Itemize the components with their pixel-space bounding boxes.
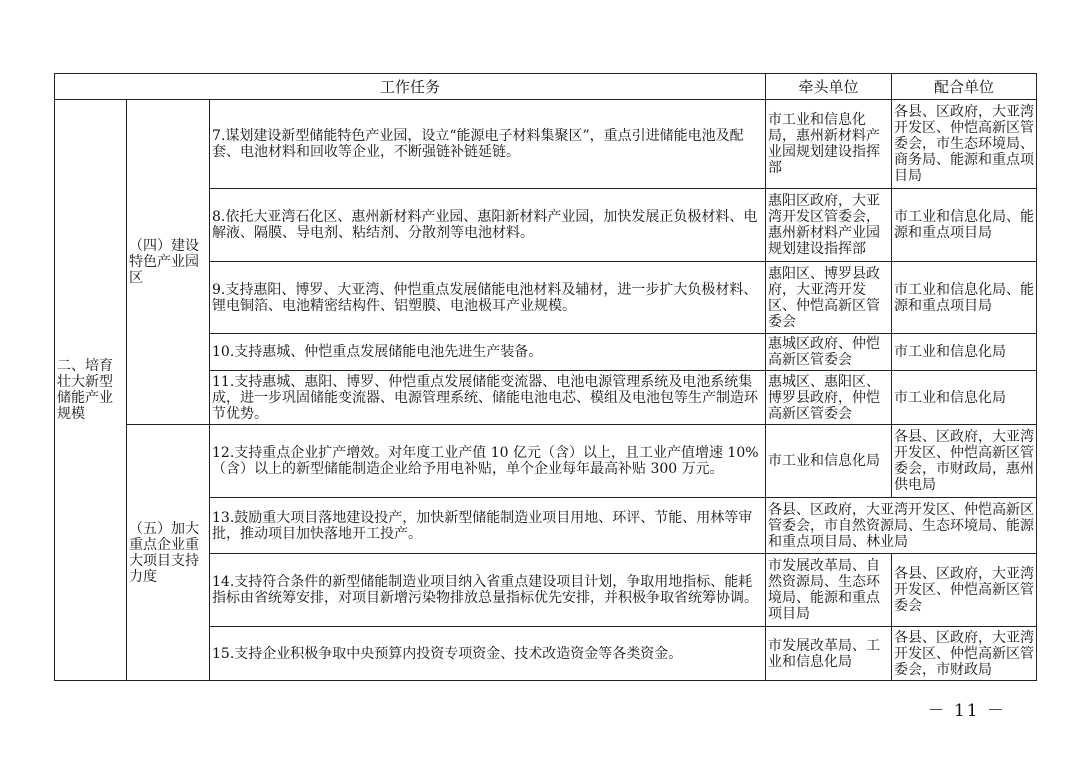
lead-cell: 各县、区政府，大亚湾开发区、仲恺高新区管委会，市自然资源局、生态环境局、能源和重点项目局、林业局 xyxy=(766,498,1037,554)
task-cell: 7.谋划建设新型储能特色产业园，设立“能源电子材料集聚区”，重点引进储能电池及配套、电池材料和回收等企业，不断强链补链延链。 xyxy=(210,100,766,189)
cooperate-cell: 各县、区政府，大亚湾开发区、仲恺高新区管委会，市财政局 xyxy=(892,627,1037,681)
task-cell: 11.支持惠城、惠阳、博罗、仲恺重点发展储能变流器、电池电源管理系统及电池系统集成，进一步巩固储能变流器、电源管理系统、储能电池电芯、模组及电池包等生产制造环节优势。 xyxy=(210,371,766,425)
cooperate-cell: 市工业和信息化局 xyxy=(892,334,1037,371)
lead-cell: 惠阳区、博罗县政府，大亚湾开发区、仲恺高新区管委会 xyxy=(766,262,892,334)
cooperate-cell: 各县、区政府，大亚湾开发区、仲恺高新区管委会，市财政局，惠州供电局 xyxy=(892,425,1037,498)
cooperate-cell: 各县、区政府，大亚湾开发区、仲恺高新区管委会 xyxy=(892,554,1037,627)
group-cell: （五）加大重点企业重大项目支持力度 xyxy=(127,425,210,681)
lead-cell: 市工业和信息化局，惠州新材料产业园规划建设指挥部 xyxy=(766,100,892,189)
header-task: 工作任务 xyxy=(55,74,766,100)
lead-cell: 市发展改革局、自然资源局、生态环境局、能源和重点项目局 xyxy=(766,554,892,627)
task-table xyxy=(54,73,1037,681)
lead-cell: 惠城区、惠阳区、博罗县政府，仲恺高新区管委会 xyxy=(766,371,892,425)
cooperate-cell: 市工业和信息化局、能源和重点项目局 xyxy=(892,262,1037,334)
task-cell: 12.支持重点企业扩产增效。对年度工业产值 10 亿元（含）以上，且工业产值增速 10%（含）以上的新型储能制造企业给予用电补贴，单个企业每年最高补贴 300 万元。 xyxy=(210,425,766,498)
header-cooperate: 配合单位 xyxy=(892,74,1037,100)
lead-cell: 惠城区政府、仲恺高新区管委会 xyxy=(766,334,892,371)
lead-cell: 市工业和信息化局 xyxy=(766,425,892,498)
task-cell: 13.鼓励重大项目落地建设投产，加快新型储能制造业项目用地、环评、节能、用林等审批，推动项目加快落地开工投产。 xyxy=(210,498,766,554)
task-cell: 8.依托大亚湾石化区、惠州新材料产业园、惠阳新材料产业园，加快发展正负极材料、电解液、隔膜、导电剂、粘结剂、分散剂等电池材料。 xyxy=(210,189,766,262)
group-cell: （四）建设特色产业园区 xyxy=(127,100,210,425)
header-lead: 牵头单位 xyxy=(766,74,892,100)
cooperate-cell: 市工业和信息化局 xyxy=(892,371,1037,425)
table-row xyxy=(55,425,1037,498)
page-number: － 11 － xyxy=(927,701,1006,721)
cooperate-cell: 市工业和信息化局、能源和重点项目局 xyxy=(892,189,1037,262)
cooperate-cell: 各县、区政府，大亚湾开发区、仲恺高新区管委会，市生态环境局、商务局、能源和重点项目局 xyxy=(892,100,1037,189)
task-cell: 10.支持惠城、仲恺重点发展储能电池先进生产装备。 xyxy=(210,334,766,371)
lead-cell: 惠阳区政府，大亚湾开发区管委会，惠州新材料产业园规划建设指挥部 xyxy=(766,189,892,262)
task-cell: 15.支持企业积极争取中央预算内投资专项资金、技术改造资金等各类资金。 xyxy=(210,627,766,681)
category-cell: 二、培育壮大新型储能产业规模 xyxy=(55,100,127,681)
task-cell: 9.支持惠阳、博罗、大亚湾、仲恺重点发展储能电池材料及辅材，进一步扩大负极材料、锂电铜箔、电池精密结构件、铝塑膜、电池极耳产业规模。 xyxy=(210,262,766,334)
lead-cell: 市发展改革局、工业和信息化局 xyxy=(766,627,892,681)
task-cell: 14.支持符合条件的新型储能制造业项目纳入省重点建设项目计划，争取用地指标、能耗指标由省统筹安排，对项目新增污染物排放总量指标优先安排，并积极争取省统筹协调。 xyxy=(210,554,766,627)
table-row xyxy=(55,100,1037,189)
